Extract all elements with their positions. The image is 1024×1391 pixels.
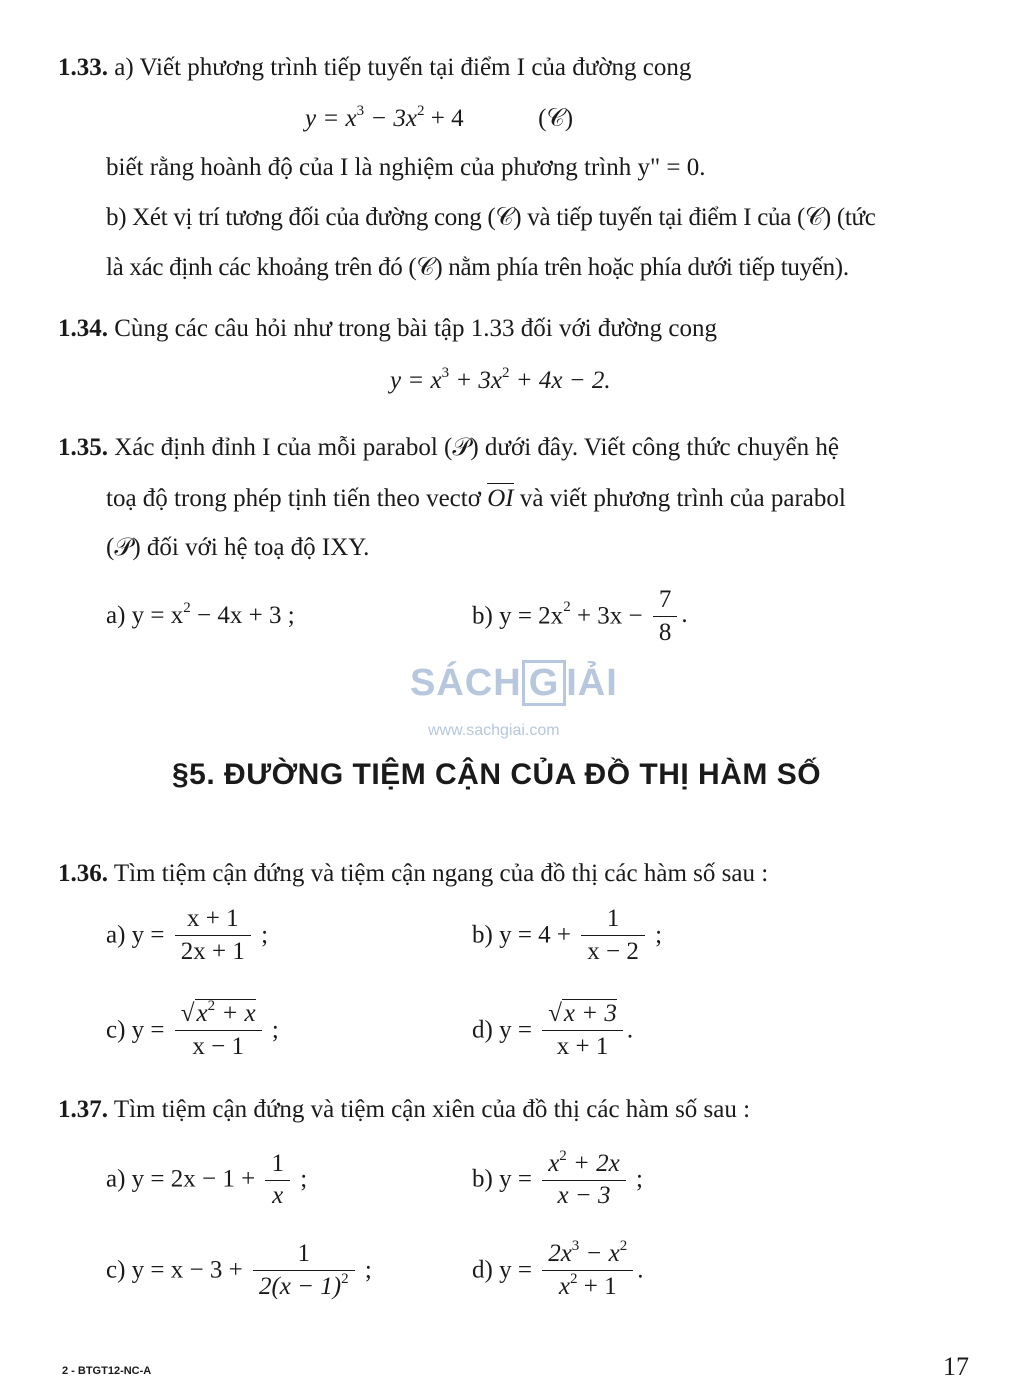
- exercise-1-35-line3: (𝒫) đối với hệ toạ độ IXY.: [106, 534, 370, 561]
- eq-part: a) y = x: [106, 602, 184, 629]
- fraction: [542, 1148, 626, 1211]
- exercise-1-35-a: [106, 601, 295, 631]
- eq-exponent: 2: [502, 365, 510, 381]
- exercise-1-33-line2: biết rằng hoành độ của I là nghiệm của phương trình y" = 0.: [106, 154, 706, 181]
- fraction-denominator: 2x + 1: [180, 938, 245, 965]
- exercise-number: 1.34.: [58, 315, 108, 342]
- exercise-text: Cùng các câu hỏi như trong bài tập 1.33 đối với đường cong: [114, 315, 717, 342]
- watermark-logo: [410, 660, 618, 706]
- exercise-number: 1.33.: [58, 54, 108, 81]
- exercise-text: Xác định đỉnh I của mỗi parabol (𝒫) dưới đây. Viết công thức chuyển hệ: [114, 434, 839, 461]
- sqrt-sign: √: [180, 1000, 195, 1027]
- vector-oi: OI: [487, 485, 514, 512]
- eq-exponent: 2: [183, 600, 191, 616]
- exercise-1-33-b-line2: là xác định các khoảng trên đó (𝒞) nằm phía trên hoặc phía dưới tiếp tuyến).: [106, 254, 849, 281]
- exercise-1-37-b: [472, 1148, 643, 1211]
- fraction: [175, 998, 262, 1063]
- eq-part: y = x: [305, 105, 357, 132]
- eq-part: a) y = 2x − 1 +: [106, 1165, 262, 1193]
- exercise-text: a) Viết phương trình tiếp tuyến tại điểm I của đường cong: [114, 54, 692, 81]
- eq-part: ;: [629, 1165, 643, 1193]
- watermark-text: IẢI: [566, 662, 618, 704]
- exercise-text: toạ độ trong phép tịnh tiến theo vectơ: [106, 485, 488, 512]
- eq-exponent: 2: [563, 599, 571, 616]
- eq-part: ;: [648, 921, 663, 949]
- eq-part: x: [548, 1150, 560, 1177]
- exercise-text: Tìm tiệm cận đứng và tiệm cận ngang của đồ thị các hàm số sau :: [113, 860, 769, 887]
- eq-part: c) y = x − 3 +: [106, 1256, 249, 1284]
- fraction-numerator: x + 1: [175, 903, 251, 936]
- exercise-1-34-equation: [390, 366, 611, 396]
- eq-exponent: 3: [571, 1238, 580, 1254]
- eq-part: c) y =: [106, 1016, 171, 1044]
- exercise-1-33-equation: [305, 104, 573, 134]
- footer-code: 2 - BTGT12-NC-A: [62, 1365, 152, 1377]
- fraction-numerator: [542, 1148, 626, 1181]
- exercise-1-36-c: [106, 998, 279, 1063]
- fraction-numerator: [542, 1238, 633, 1271]
- exercise-1-36-a: [106, 903, 268, 968]
- exercise-number: 1.36.: [58, 860, 108, 887]
- sqrt-radicand: x + 3: [563, 1000, 617, 1027]
- fraction-denominator: [253, 1271, 355, 1303]
- exercise-1-37-line1: [58, 1095, 750, 1125]
- exercise-number: 1.37.: [58, 1096, 108, 1123]
- eq-exponent: 2: [569, 1271, 578, 1287]
- fraction: [653, 584, 678, 649]
- fraction-numerator: [175, 998, 262, 1031]
- eq-part: + 3x −: [570, 602, 649, 630]
- eq-exponent: 2: [619, 1238, 628, 1254]
- eq-part: + x: [215, 1000, 256, 1027]
- eq-part: y = x: [390, 367, 442, 394]
- exercise-text: Tìm tiệm cận đứng và tiệm cận xiên của đồ thị các hàm số sau :: [113, 1096, 751, 1123]
- exercise-1-35-line1: [58, 433, 839, 463]
- eq-part: .: [681, 601, 688, 629]
- fraction-denominator: x: [272, 1182, 284, 1209]
- eq-part: − 3x: [364, 105, 418, 132]
- exercise-1-34-line1: [58, 314, 717, 344]
- sqrt-radicand: [195, 999, 256, 1027]
- eq-part: ;: [293, 1165, 308, 1193]
- eq-exponent: 3: [356, 103, 365, 119]
- fraction-numerator: [542, 998, 623, 1031]
- eq-part: .: [626, 1016, 634, 1044]
- fraction: [542, 998, 623, 1063]
- fraction-numerator: 1: [253, 1238, 355, 1271]
- exercise-1-33-b-line1: b) Xét vị trí tương đối của đường cong (𝒞) và tiếp tuyến tại điểm I của (𝒞) (tức: [106, 204, 876, 231]
- eq-part: + 3x: [449, 367, 503, 394]
- eq-exponent: 2: [559, 1148, 567, 1164]
- page-number: 17: [943, 1352, 969, 1381]
- eq-exponent: 2: [341, 1271, 349, 1287]
- fraction-numerator: 1: [265, 1148, 290, 1181]
- fraction: [175, 903, 251, 968]
- watermark-url: www.sachgiai.com: [428, 722, 560, 739]
- watermark-box: G: [522, 660, 567, 706]
- eq-part: − 4x + 3 ;: [190, 602, 295, 629]
- exercise-1-37-c: [106, 1238, 372, 1303]
- eq-exponent: 2: [417, 103, 425, 119]
- eq-part: ;: [265, 1016, 279, 1044]
- eq-part: + 4x − 2.: [509, 367, 611, 394]
- eq-part: .: [637, 1256, 644, 1284]
- eq-part: d) y =: [472, 1016, 539, 1044]
- fraction: [253, 1238, 355, 1303]
- exercise-1-35-b: [472, 584, 688, 649]
- exercise-1-37-a: [106, 1148, 307, 1211]
- eq-part: ;: [358, 1256, 372, 1284]
- fraction: [581, 903, 645, 968]
- sqrt-sign: √: [548, 1000, 562, 1027]
- eq-exponent: 2: [207, 998, 216, 1014]
- eq-part: b) y =: [472, 1165, 539, 1193]
- exercise-text: và viết phương trình của parabol: [513, 485, 846, 512]
- eq-part: b) y = 2x: [472, 602, 564, 630]
- fraction: [542, 1238, 633, 1303]
- exercise-1-35-line2: [106, 484, 846, 514]
- eq-part: b) y = 4 +: [472, 921, 578, 949]
- eq-part: a) y =: [106, 921, 171, 949]
- eq-part: 2x: [548, 1240, 572, 1267]
- exercise-1-33-line1: [58, 53, 691, 83]
- fraction-denominator: x − 1: [192, 1033, 244, 1060]
- exercise-number: 1.35.: [58, 434, 108, 461]
- fraction-denominator: x + 1: [556, 1033, 609, 1060]
- section-title: §5. ĐƯỜNG TIỆM CẬN CỦA ĐỒ THỊ HÀM SỐ: [172, 758, 822, 791]
- watermark-text: SÁCH: [410, 662, 522, 704]
- eq-part: d) y =: [472, 1256, 539, 1284]
- exercise-1-37-d: [472, 1238, 644, 1303]
- fraction-denominator: x − 3: [557, 1182, 611, 1209]
- fraction: [265, 1148, 290, 1211]
- fraction-denominator: [542, 1271, 633, 1303]
- fraction-numerator: 7: [653, 584, 678, 617]
- eq-part: + 2x: [566, 1150, 620, 1177]
- eq-part: + 1: [577, 1273, 617, 1300]
- fraction-denominator: 8: [658, 619, 672, 646]
- exercise-1-36-line1: [58, 859, 768, 889]
- exercise-1-36-d: [472, 998, 633, 1063]
- fraction-denominator: x − 2: [587, 938, 639, 965]
- eq-part: − x: [579, 1240, 620, 1267]
- exercise-1-36-b: [472, 903, 662, 968]
- eq-part: x: [196, 1000, 208, 1027]
- eq-part: 2(x − 1): [258, 1273, 342, 1300]
- eq-part: + 4: [424, 105, 464, 132]
- eq-part: x: [558, 1273, 570, 1300]
- eq-exponent: 3: [441, 365, 450, 381]
- eq-part: ;: [254, 921, 269, 949]
- fraction-numerator: 1: [581, 903, 645, 936]
- curve-label: (𝒞): [538, 105, 574, 132]
